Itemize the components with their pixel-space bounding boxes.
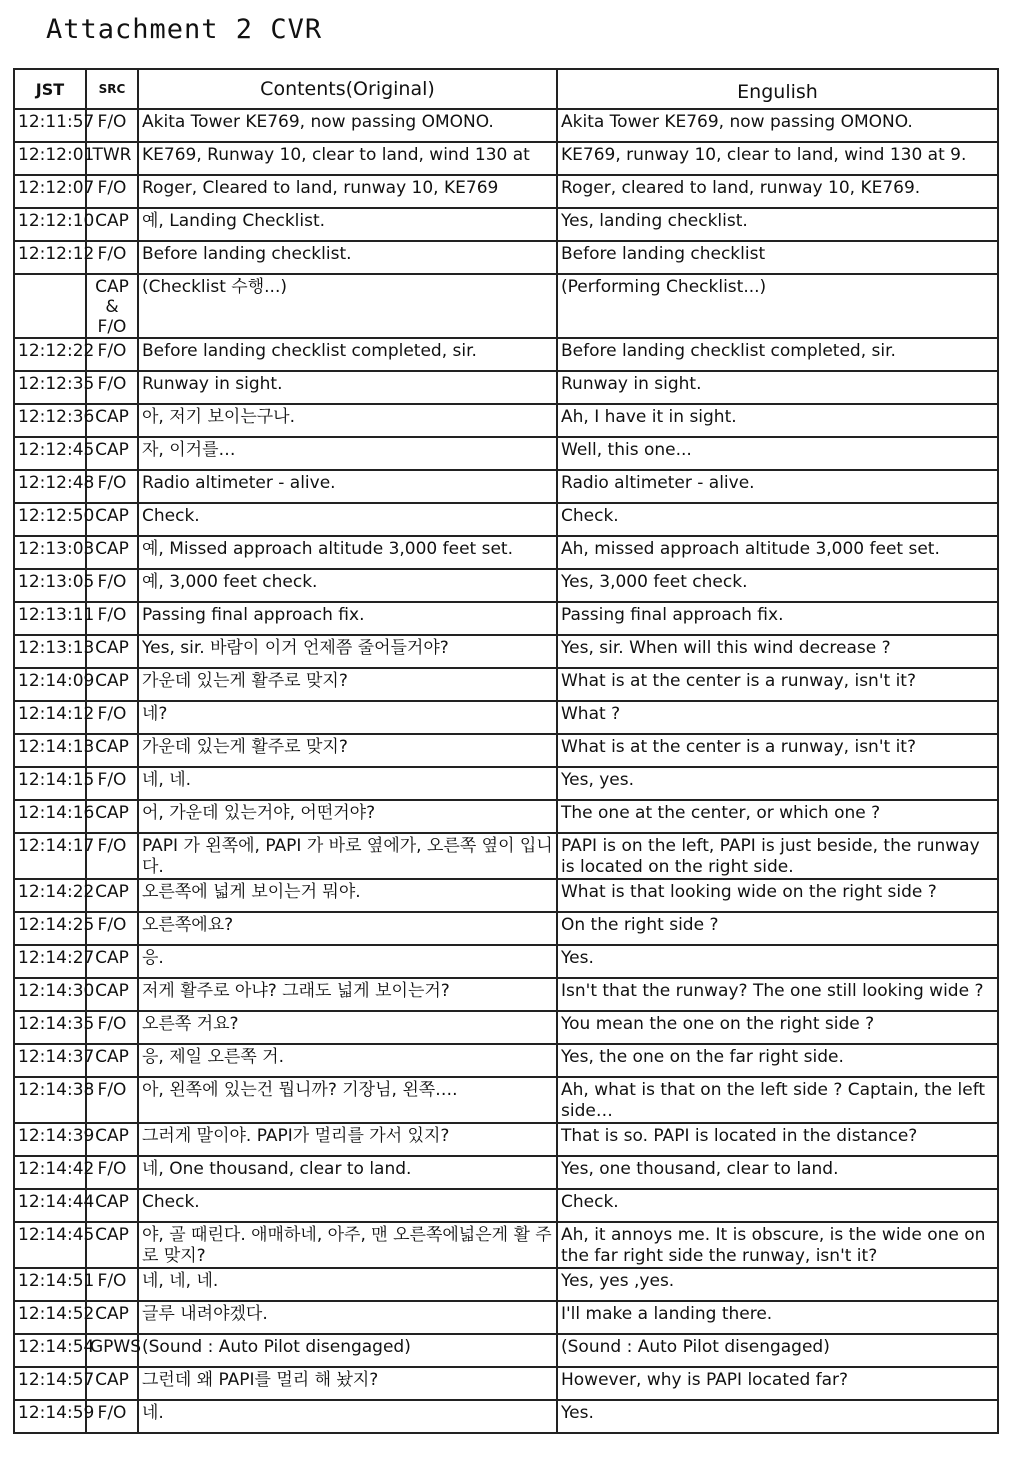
source-cell: F/O [86,175,138,208]
english-cell: Ah, it annoys me. It is obscure, is the wide one on the far right side the runway, isn't it? [557,1222,998,1268]
english-cell: That is so. PAPI is located in the distance? [557,1123,998,1156]
source-cell: F/O [86,1268,138,1301]
english-cell: On the right side ? [557,912,998,945]
time-cell: 12:14:42 [14,1156,86,1189]
document-title: Attachment 2 CVR [46,14,323,45]
table-row [14,767,998,800]
table-row [14,338,998,371]
source-cell: F/O [86,1400,138,1433]
source-cell: CAP [86,1044,138,1077]
time-cell: 12:13:13 [14,635,86,668]
english-cell: Runway in sight. [557,371,998,404]
english-cell: Ah, I have it in sight. [557,404,998,437]
source-cell: CAP [86,208,138,241]
source-cell: F/O [86,602,138,635]
english-cell: What ? [557,701,998,734]
table-row [14,879,998,912]
source-cell: F/O [86,338,138,371]
source-cell: F/O [86,1156,138,1189]
english-cell: Yes, yes. [557,767,998,800]
english-cell: What is that looking wide on the right side ? [557,879,998,912]
table-row [14,569,998,602]
original-cell: 네, One thousand, clear to land. [138,1156,557,1189]
original-cell: PAPI 가 왼쪽에, PAPI 가 바로 옆에가, 오른쪽 옆이 입니다. [138,833,557,879]
table-row [14,1044,998,1077]
original-cell: 가운데 있는게 활주로 맞지? [138,734,557,767]
source-cell: F/O [86,569,138,602]
english-cell: Yes, the one on the far right side. [557,1044,998,1077]
english-cell: Yes, 3,000 feet check. [557,569,998,602]
table-row [14,371,998,404]
table-row [14,1189,998,1222]
original-cell: 네? [138,701,557,734]
table-row [14,978,998,1011]
time-cell: 12:14:37 [14,1044,86,1077]
time-cell: 12:12:22 [14,338,86,371]
original-cell: 저게 활주로 아냐? 그래도 넓게 보이는거? [138,978,557,1011]
time-cell: 12:14:25 [14,912,86,945]
english-cell: Isn't that the runway? The one still looking wide ? [557,978,998,1011]
original-cell: 네, 네, 네. [138,1268,557,1301]
original-cell: Check. [138,1189,557,1222]
original-cell: 아, 저기 보이는구나. [138,404,557,437]
english-cell: (Sound : Auto Pilot disengaged) [557,1334,998,1367]
english-cell: Ah, missed approach altitude 3,000 feet set. [557,536,998,569]
original-cell: 네, 네. [138,767,557,800]
original-cell: 글루 내려야겠다. [138,1301,557,1334]
table-row [14,1301,998,1334]
english-cell: Check. [557,503,998,536]
source-cell: CAP [86,978,138,1011]
table-row [14,404,998,437]
table-row [14,470,998,503]
source-cell: CAP [86,437,138,470]
time-cell: 12:14:35 [14,1011,86,1044]
source-cell: CAP [86,536,138,569]
source-cell: CAP [86,635,138,668]
english-cell: Yes. [557,1400,998,1433]
time-cell: 12:14:45 [14,1222,86,1268]
time-cell: 12:12:45 [14,437,86,470]
english-cell: Passing final approach fix. [557,602,998,635]
original-cell: 아, 왼쪽에 있는건 뭡니까? 기장님, 왼쪽…. [138,1077,557,1123]
original-cell: 오른쪽에 넓게 보이는거 뭐야. [138,879,557,912]
table-row [14,912,998,945]
english-cell: What is at the center is a runway, isn't it? [557,734,998,767]
original-cell: Passing final approach fix. [138,602,557,635]
original-cell: KE769, Runway 10, clear to land, wind 130 at [138,142,557,175]
original-cell: 응, 제일 오른쪽 거. [138,1044,557,1077]
english-cell: Yes, sir. When will this wind decrease ? [557,635,998,668]
table-row [14,668,998,701]
source-cell: CAP [86,1367,138,1400]
original-cell: 야, 골 때린다. 애매하네, 아주, 맨 오른쪽에넓은게 활 주로 맞지? [138,1222,557,1268]
english-cell: Yes, one thousand, clear to land. [557,1156,998,1189]
table-row [14,1334,998,1367]
time-cell: 12:14:15 [14,767,86,800]
original-cell: 예, 3,000 feet check. [138,569,557,602]
time-cell: 12:14:39 [14,1123,86,1156]
original-cell: 네. [138,1400,557,1433]
source-cell: CAP [86,503,138,536]
time-cell: 12:12:36 [14,404,86,437]
original-cell: (Sound : Auto Pilot disengaged) [138,1334,557,1367]
table-row [14,1156,998,1189]
source-cell: CAP [86,404,138,437]
english-cell: The one at the center, or which one ? [557,800,998,833]
time-cell: 12:12:48 [14,470,86,503]
source-cell: F/O [86,833,138,879]
english-cell: Akita Tower KE769, now passing OMONO. [557,109,998,142]
source-cell: CAP [86,734,138,767]
source-cell: F/O [86,1011,138,1044]
table-row [14,1222,998,1268]
english-cell: Roger, cleared to land, runway 10, KE769. [557,175,998,208]
english-cell: Ah, what is that on the left side ? Captain, the left side… [557,1077,998,1123]
english-cell: PAPI is on the left, PAPI is just beside, the runway is located on the right side. [557,833,998,879]
original-cell: 예, Missed approach altitude 3,000 feet set. [138,536,557,569]
source-cell: CAP [86,879,138,912]
source-cell: CAP [86,1301,138,1334]
time-cell: 12:14:17 [14,833,86,879]
english-cell: Well, this one... [557,437,998,470]
table-row [14,208,998,241]
source-cell: CAP [86,668,138,701]
time-cell: 12:14:44 [14,1189,86,1222]
table-row [14,109,998,142]
time-cell: 12:14:13 [14,734,86,767]
table-row [14,1400,998,1433]
time-cell: 12:14:30 [14,978,86,1011]
original-cell: 자, 이거를… [138,437,557,470]
time-cell: 12:14:22 [14,879,86,912]
table-row [14,175,998,208]
original-cell: Roger, Cleared to land, runway 10, KE769 [138,175,557,208]
time-cell: 12:13:03 [14,536,86,569]
original-cell: 그런데 왜 PAPI를 멀리 해 놨지? [138,1367,557,1400]
time-cell: 12:14:59 [14,1400,86,1433]
source-cell: TWR [86,142,138,175]
table-row [14,536,998,569]
source-cell: CAP [86,1123,138,1156]
english-cell: What is at the center is a runway, isn't it? [557,668,998,701]
header-original: Contents(Original) [138,69,557,109]
original-cell: Before landing checklist completed, sir. [138,338,557,371]
original-cell: Radio altimeter - alive. [138,470,557,503]
header-src: SRC [86,69,138,109]
table-row [14,1367,998,1400]
time-cell: 12:12:12 [14,241,86,274]
time-cell: 12:14:54 [14,1334,86,1367]
time-cell: 12:14:51 [14,1268,86,1301]
source-cell: GPWS [86,1334,138,1367]
english-cell: However, why is PAPI located far? [557,1367,998,1400]
time-cell: 12:14:12 [14,701,86,734]
english-cell: Yes, landing checklist. [557,208,998,241]
table-row [14,437,998,470]
table-row [14,142,998,175]
source-cell: CAP [86,800,138,833]
original-cell: 그러게 말이야. PAPI가 멀리를 가서 있지? [138,1123,557,1156]
table-row [14,1123,998,1156]
table-row [14,503,998,536]
original-cell: Before landing checklist. [138,241,557,274]
english-cell: KE769, runway 10, clear to land, wind 130 at 9. [557,142,998,175]
time-cell: 12:12:07 [14,175,86,208]
table-row [14,945,998,978]
table-row [14,1011,998,1044]
original-cell: 오른쪽 거요? [138,1011,557,1044]
time-cell: 12:14:27 [14,945,86,978]
english-cell: (Performing Checklist...) [557,274,998,338]
time-cell: 12:11:57 [14,109,86,142]
table-row [14,274,998,338]
cvr-transcript-table [13,68,999,1434]
english-cell: Check. [557,1189,998,1222]
time-cell [14,274,86,338]
source-cell: CAP [86,1189,138,1222]
time-cell: 12:14:16 [14,800,86,833]
table-row [14,241,998,274]
source-cell: F/O [86,109,138,142]
table-row [14,734,998,767]
original-cell: 응. [138,945,557,978]
source-cell: F/O [86,1077,138,1123]
english-cell: Radio altimeter - alive. [557,470,998,503]
time-cell: 12:13:05 [14,569,86,602]
original-cell: 어, 가운데 있는거야, 어떤거야? [138,800,557,833]
original-cell: Yes, sir. 바람이 이거 언제쯤 줄어들거야? [138,635,557,668]
source-cell: CAP & F/O [86,274,138,338]
header-jst: JST [14,69,86,109]
original-cell: Check. [138,503,557,536]
english-cell: You mean the one on the right side ? [557,1011,998,1044]
time-cell: 12:12:01 [14,142,86,175]
original-cell: Runway in sight. [138,371,557,404]
time-cell: 12:14:52 [14,1301,86,1334]
source-cell: CAP [86,1222,138,1268]
time-cell: 12:13:11 [14,602,86,635]
source-cell: F/O [86,767,138,800]
time-cell: 12:14:09 [14,668,86,701]
english-cell: Before landing checklist completed, sir. [557,338,998,371]
table-row [14,1268,998,1301]
time-cell: 12:12:50 [14,503,86,536]
original-cell: 오른쪽에요? [138,912,557,945]
original-cell: Akita Tower KE769, now passing OMONO. [138,109,557,142]
source-cell: F/O [86,701,138,734]
table-row [14,602,998,635]
english-cell: Yes. [557,945,998,978]
english-cell: I'll make a landing there. [557,1301,998,1334]
original-cell: (Checklist 수행...) [138,274,557,338]
time-cell: 12:14:57 [14,1367,86,1400]
source-cell: F/O [86,241,138,274]
time-cell: 12:14:38 [14,1077,86,1123]
header-english: Engulish [557,69,998,109]
source-cell: F/O [86,371,138,404]
source-cell: CAP [86,945,138,978]
table-row [14,1077,998,1123]
table-row [14,701,998,734]
table-row [14,800,998,833]
english-cell: Before landing checklist [557,241,998,274]
source-cell: F/O [86,470,138,503]
time-cell: 12:12:35 [14,371,86,404]
original-cell: 가운데 있는게 활주로 맞지? [138,668,557,701]
table-row [14,833,998,879]
table-header-row [14,69,998,109]
english-cell: Yes, yes ,yes. [557,1268,998,1301]
table-row [14,635,998,668]
source-cell: F/O [86,912,138,945]
time-cell: 12:12:10 [14,208,86,241]
original-cell: 예, Landing Checklist. [138,208,557,241]
